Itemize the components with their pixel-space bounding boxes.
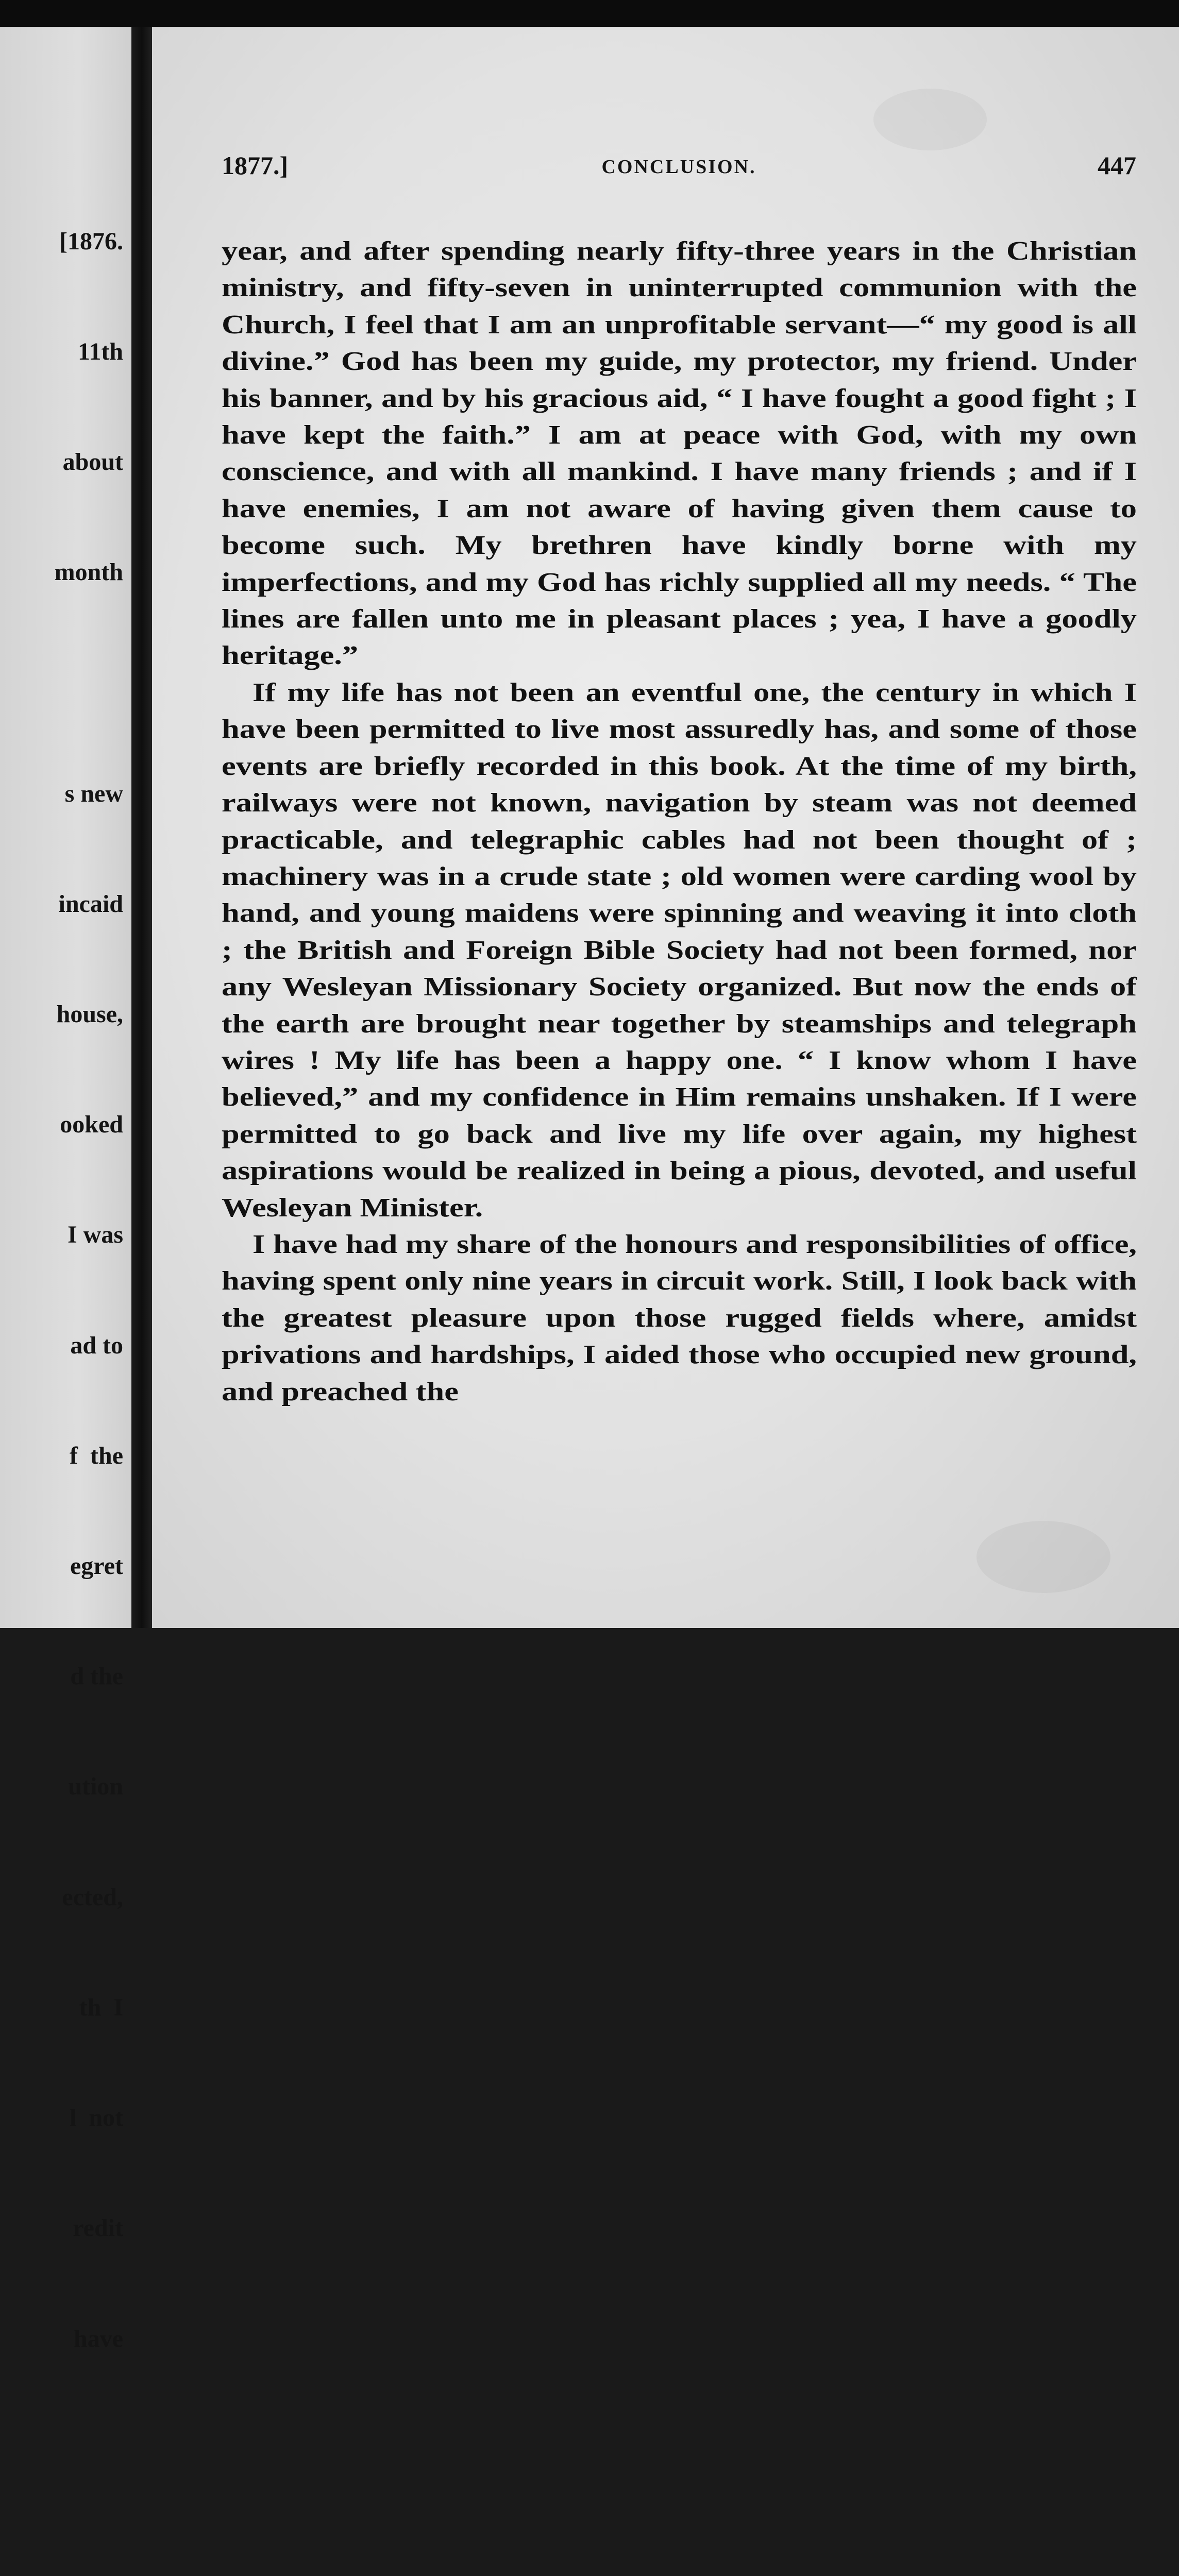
facing-line: l not — [69, 2104, 123, 2132]
film-border — [0, 0, 1179, 27]
facing-line: egret — [70, 1552, 123, 1580]
facing-line: house, — [56, 1000, 123, 1028]
facing-line: f the — [70, 1442, 123, 1469]
facing-line: about — [62, 448, 123, 476]
paragraph: year, and after spending nearly fifty-three years in the Christian ministry, and fifty-seven in uninterrupted communion with the Church, I feel that I am an unprofitable servant—“ my good is all divine.” God has been my guide, my protector, my friend. Under his banner, and by his gracious aid, “ I have fought a good fight ; I have kept the faith.” I am at peace with God, with my own conscience, and with all mankind. I have many friends ; and if I have enemies, I am not aware of having given them cause to become such. My brethren have kindly borne with my imperfections, and my God has richly supplied all my needs. “ The lines are fallen unto me in pleasant places ; yea, I have a goodly heritage.” — [222, 236, 1137, 671]
facing-line: d the — [70, 1663, 123, 1690]
facing-line: I was — [67, 1221, 123, 1249]
facing-line: redit — [73, 2214, 123, 2242]
paragraph: I have had my share of the honours and responsibilities of office, having spent only nine years in circuit work. Still, I look back with the greatest pleasure upon those rugged fields where, amidst privations and hardships, I aided those who occupied new ground, and preached the — [222, 1229, 1137, 1406]
page-number: 447 — [1098, 151, 1136, 180]
facing-line: s new — [64, 779, 123, 807]
facing-line: ooked — [60, 1111, 123, 1139]
facing-line: month — [54, 558, 123, 586]
body-text — [222, 233, 1137, 1410]
paragraph: If my life has not been an eventful one, the century in which I have been permitted to live most assuredly has, and some of those events are briefly recorded in this book. At the time of my birth, railways were not known, navigation by steam was not deemed practicable, and telegraphic cables had not been thought of ; machinery was in a crude state ; old women were carding wool by hand, and young maidens were spinning and weaving it into cloth ; the British and Foreign Bible Society had not been formed, nor any Wesleyan Missionary Society organized. But now the ends of the earth are brought near together by steamships and telegraph wires ! My life has been a happy one. “ I know whom I have believed,” and my confidence in Him remains unshaken. If I were permitted to go back and live my life over again, my highest aspirations would be realized in being a pious, devoted, and useful Wesleyan Minister. — [222, 677, 1137, 1223]
running-header-title: CONCLUSION. — [601, 156, 756, 178]
running-header-year: 1877.] — [222, 151, 289, 180]
facing-line: 11th — [77, 338, 123, 366]
running-header — [222, 150, 1136, 181]
facing-line: ected, — [62, 1883, 123, 1911]
facing-line: incaid — [58, 890, 123, 918]
book-gutter — [131, 27, 152, 1628]
main-page — [152, 27, 1179, 1628]
facing-page-text — [55, 149, 123, 2576]
facing-line: have — [74, 2325, 123, 2352]
facing-line: ution — [68, 1773, 123, 1801]
facing-line: ad to — [70, 1331, 123, 1359]
facing-page-fragment — [0, 27, 131, 2352]
facing-line: th I — [79, 1993, 123, 2021]
facing-line: [1876. — [59, 227, 123, 255]
